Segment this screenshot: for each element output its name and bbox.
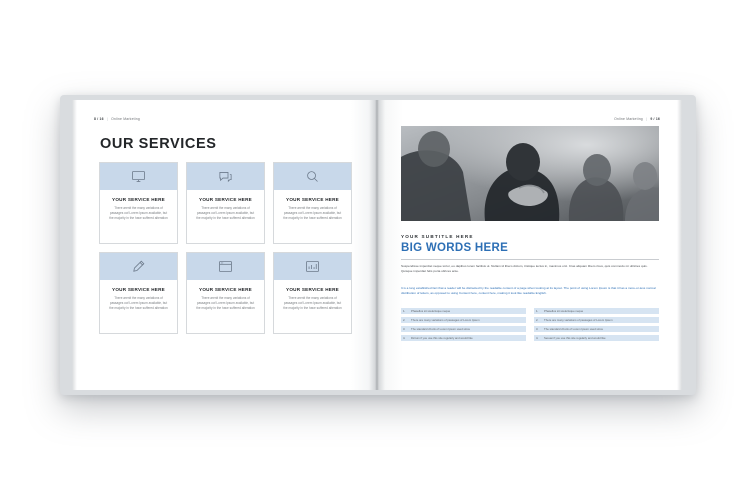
list-item — [534, 335, 659, 341]
list-item-text: Phasellus sit scelerisque neque — [411, 309, 451, 314]
list-item-text: The standard chunk of Lorem Ipsum used since — [544, 327, 604, 332]
list-item — [534, 317, 659, 323]
icon-panel — [187, 253, 264, 280]
desktop-monitor-icon — [131, 169, 146, 184]
list-column-left — [401, 308, 526, 344]
right-page — [377, 100, 682, 390]
left-page — [72, 100, 377, 390]
bar-chart-icon — [305, 259, 320, 274]
list-column-right — [534, 308, 659, 344]
service-card-title: YOUR SERVICE HERE — [199, 287, 252, 292]
left-page-edge — [72, 100, 77, 390]
chat-bubble-icon — [218, 169, 233, 184]
headline-divider — [401, 259, 659, 260]
magazine-spread — [72, 100, 682, 390]
list-item-text: There are many variations of passages of Lorem Ipsum — [544, 318, 613, 323]
browser-window-icon — [218, 259, 233, 274]
services-grid — [99, 162, 352, 334]
service-card[interactable] — [186, 162, 265, 244]
list-item — [401, 335, 526, 341]
left-running-head — [94, 117, 140, 121]
list-item-number: 4. — [536, 336, 539, 341]
right-page-edge — [677, 100, 682, 390]
right-section-name: Online Marketing — [614, 117, 643, 121]
list-item — [401, 317, 526, 323]
list-item-number: 2. — [536, 318, 539, 323]
highlight-paragraph: It is a long established fact that a reader will be distracted by the readable content of a page when looking at its layout. The point of using Lorem Ipsum is that it has a more-or-less normal distribution of letters, as opposed to using Content here, content here, making it look like readable English. — [401, 286, 656, 296]
body-paragraph: Suspendisse imperdiet neque tortor, eu dapibus lorem facilisis ut. Nullam id libero dictum, tristique lectus in, maximus orci. Cras aliquam libero risus, quis commodo mi ultricies quis. Quisque imperdiet felis porta ultrices ante. — [401, 264, 648, 274]
list-item-number: 3. — [536, 327, 539, 332]
article-subtitle: YOUR SUBTITLE HERE — [401, 234, 474, 239]
icon-panel — [100, 253, 177, 280]
service-card-title: YOUR SERVICE HERE — [286, 287, 339, 292]
service-card[interactable] — [273, 162, 352, 244]
left-section-name: Online Marketing — [111, 117, 140, 121]
service-card-title: YOUR SERVICE HERE — [199, 197, 252, 202]
list-item-number: 1. — [403, 309, 406, 314]
service-card[interactable] — [273, 252, 352, 334]
right-runhead-separator: | — [646, 117, 648, 121]
article-headline: BIG WORDS HERE — [401, 242, 509, 254]
pencil-icon — [131, 259, 146, 274]
service-card-body: There arenit the many variations of passages oof Lorem Ipsum available, but the majority in the have suffered alteration — [196, 296, 255, 310]
list-item — [401, 326, 526, 332]
service-card-body: There arenit the many variations of passages oof Lorem Ipsum available, but the majority in the have suffered alteration — [283, 206, 342, 220]
service-card-body: There arenit the many variations of passages oof Lorem Ipsum available, but the majority in the have suffered alteration — [109, 206, 168, 220]
service-card-body: There arenit the many variations of passages oof Lorem Ipsum available, but the majority in the have suffered alteration — [196, 206, 255, 220]
business-team-handshake-photo — [401, 126, 659, 221]
list-item — [534, 326, 659, 332]
service-card-body: There arenit the many variations of passages oof Lorem Ipsum available, but the majority in the have suffered alteration — [109, 296, 168, 310]
numbered-lists — [401, 308, 659, 344]
list-item-text: Dictum if you use this site regularly and would like — [411, 336, 473, 341]
list-item — [534, 308, 659, 314]
left-page-number: 8 / 16 — [94, 117, 104, 121]
icon-panel — [274, 253, 351, 280]
list-item-text: Phasellus sit scelerisque neque — [544, 309, 584, 314]
service-card-body: There arenit the many variations of passages oof Lorem Ipsum available, but the majority in the have suffered alteration — [283, 296, 342, 310]
list-item-text: Sesuai if you use this site regularly and would like — [544, 336, 606, 341]
right-page-number: 9 / 16 — [650, 117, 660, 121]
right-running-head — [614, 117, 660, 121]
service-card-title: YOUR SERVICE HERE — [112, 197, 165, 202]
icon-panel — [274, 163, 351, 190]
list-item — [401, 308, 526, 314]
left-runhead-separator: | — [106, 117, 108, 121]
magnifier-icon — [305, 169, 320, 184]
service-card[interactable] — [99, 162, 178, 244]
icon-panel — [100, 163, 177, 190]
list-item-number: 2. — [403, 318, 406, 323]
list-item-number: 1. — [536, 309, 539, 314]
list-item-number: 3. — [403, 327, 406, 332]
service-card-title: YOUR SERVICE HERE — [112, 287, 165, 292]
list-item-text: There are many variations of passages of Lorem Ipsum — [411, 318, 480, 323]
list-item-text: The standard chunk of Lorem Ipsum used since — [411, 327, 471, 332]
service-card[interactable] — [99, 252, 178, 334]
icon-panel — [187, 163, 264, 190]
page-title: OUR SERVICES — [100, 136, 217, 152]
hero-photo — [401, 126, 659, 221]
service-card-title: YOUR SERVICE HERE — [286, 197, 339, 202]
service-card[interactable] — [186, 252, 265, 334]
list-item-number: 4. — [403, 336, 406, 341]
